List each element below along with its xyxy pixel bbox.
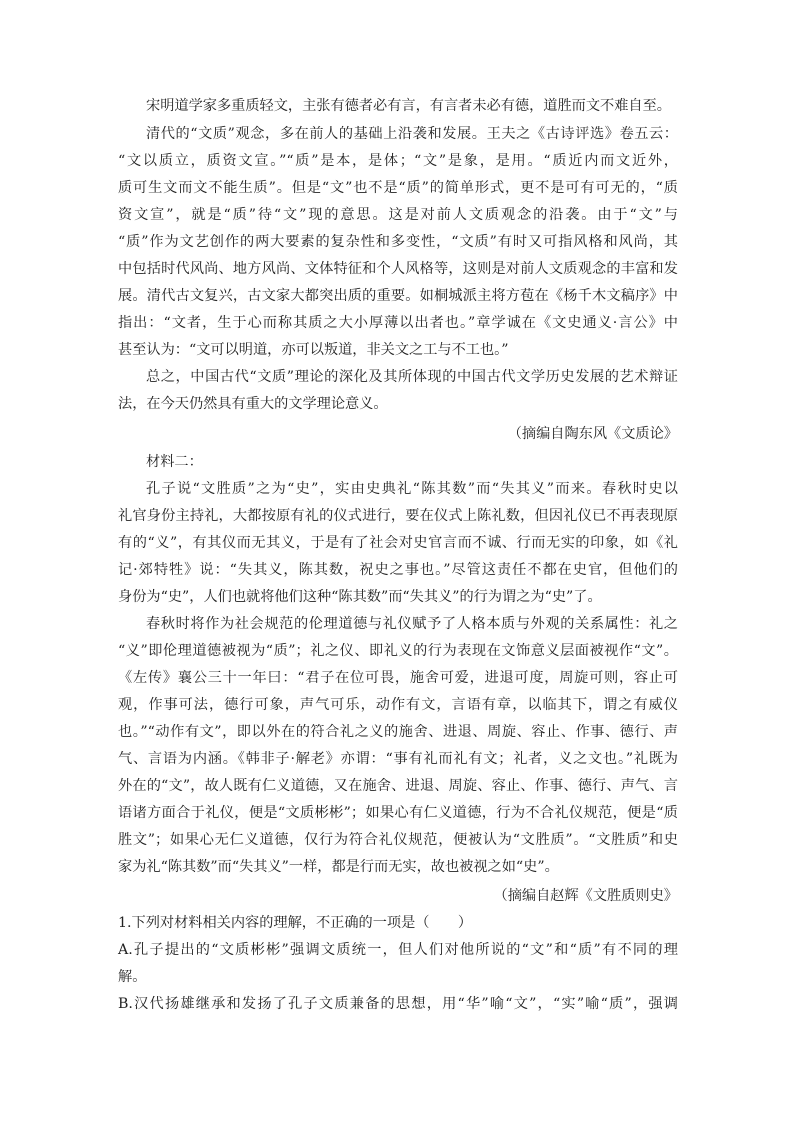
question-stem: 1.下列对材料相关内容的理解，不正确的一项是（ ） <box>118 915 473 931</box>
text-line: “文以质立，质资文宣。”“质”是本，是体；“文”是象，是用。“质近内而文近外， <box>118 153 678 169</box>
text-line: 清代的“文质”观念，多在前人的基础上沿袭和发展。王夫之《古诗评选》卷五云： <box>146 126 678 142</box>
option-b: B.汉代扬雄继承和发扬了孔子文质兼备的思想，用“华”喻“文”，“实”喻“质”，强调 <box>118 996 678 1012</box>
text-line: 资文宣”，就是“质”待“文”现的意思。这是对前人文质观念的沿袭。由于“文”与 <box>118 207 678 223</box>
text-line: 家为礼“陈其数”而“失其义”一样，都是行而无实，故也被视之如“史”。 <box>118 859 559 875</box>
text-line: “义”即伦理道德被视为“质”；礼之仪、即礼义的行为表现在文饰意义层面被视作“文”。 <box>118 643 678 659</box>
text-line: 记·郊特牲》说：“失其义，陈其数，祝史之事也。”尽管这责任不都在史官，但他们的 <box>118 562 678 578</box>
text-line: 春秋时将作为社会规范的伦理道德与礼仪赋予了人格本质与外观的关系属性：礼之 <box>146 616 678 632</box>
option-a: A.孔子提出的“文质彬彬”强调文质统一，但人们对他所说的“文”和“质”有不同的理 <box>118 942 678 958</box>
text-line: 语诸方面合于礼仪，便是“文质彬彬”；如果心有仁义道德，行为不合礼仪规范，便是“质 <box>118 805 678 821</box>
text-line: 身份为“史”，人们也就将他们这种“陈其数”而“失其义”的行为谓之为“史”了。 <box>118 589 602 605</box>
text-line: 中包括时代风尚、地方风尚、文体特征和个人风格等，这则是对前人文质观念的丰富和发 <box>118 261 678 277</box>
text-line: 气、言语为内涵。《韩非子·解老》亦谓：“事有礼而礼有文；礼者，义之文也。”礼既为 <box>118 751 678 767</box>
text-line: 观，作事可法，德行可象，声气可乐，动作有文，言语有章，以临其下，谓之有威仪 <box>118 697 678 713</box>
text-line: 《左传》襄公三十一年曰：“君子在位可畏，施舍可爱，进退可度，周旋可则，容止可 <box>118 670 678 686</box>
text-line: 外在的“文”，故人既有仁义道德，又在施舍、进退、周旋、容止、作事、德行、声气、言 <box>118 778 678 794</box>
text-line: 有的“义”，有其仪而无其义，于是有了社会对史官言而不诚、行而无实的印象，如《礼 <box>118 535 678 551</box>
section-heading: 材料二： <box>146 454 203 470</box>
text-line: 质可生文而文不能生质”。但是“文”也不是“质”的简单形式，更不是可有可无的，“质 <box>118 180 678 196</box>
source-citation: （摘编自陶东风《文质论》 <box>507 426 678 442</box>
text-line: 展。清代古文复兴，古文家大都突出质的重要。如桐城派主将方苞在《杨千木文稿序》中 <box>118 288 678 304</box>
text-line: 宋明道学家多重质轻文，主张有德者必有言，有言者未必有德，道胜而文不难自至。 <box>146 98 671 114</box>
text-line: 孔子说“文胜质”之为“史”，实由史典礼“陈其数”而“失其义”而来。春秋时史以 <box>146 481 678 497</box>
text-line: 礼官身份主持礼，大都按原有礼的仪式进行，要在仪式上陈礼数，但因礼仪已不再表现原 <box>118 508 678 524</box>
text-line: 也。”“动作有文”，即以外在的符合礼之义的施舍、进退、周旋、容止、作事、德行、声 <box>118 724 678 740</box>
option-a-cont: 解。 <box>118 969 147 985</box>
text-line: 指出：“文者，生于心而称其质之大小厚薄以出者也。”章学诚在《文史通义·言公》中 <box>118 315 678 331</box>
text-line: “质”作为文艺创作的两大要素的复杂性和多变性，“文质”有时又可指风格和风尚，其 <box>118 234 678 250</box>
text-line: 法，在今天仍然具有重大的文学理论意义。 <box>118 396 388 412</box>
text-line: 胜文”；如果心无仁义道德，仅行为符合礼仪规范，便被认为“文胜质”。“文胜质”和史 <box>118 832 678 848</box>
text-line: 总之，中国古代“文质”理论的深化及其所体现的中国古代文学历史发展的艺术辩证 <box>146 369 678 385</box>
text-line: 甚至认为：“文可以明道，亦可以叛道，非关文之工与不工也。” <box>118 342 509 358</box>
source-citation: （摘编自赵辉《文胜质则史》 <box>493 888 678 904</box>
